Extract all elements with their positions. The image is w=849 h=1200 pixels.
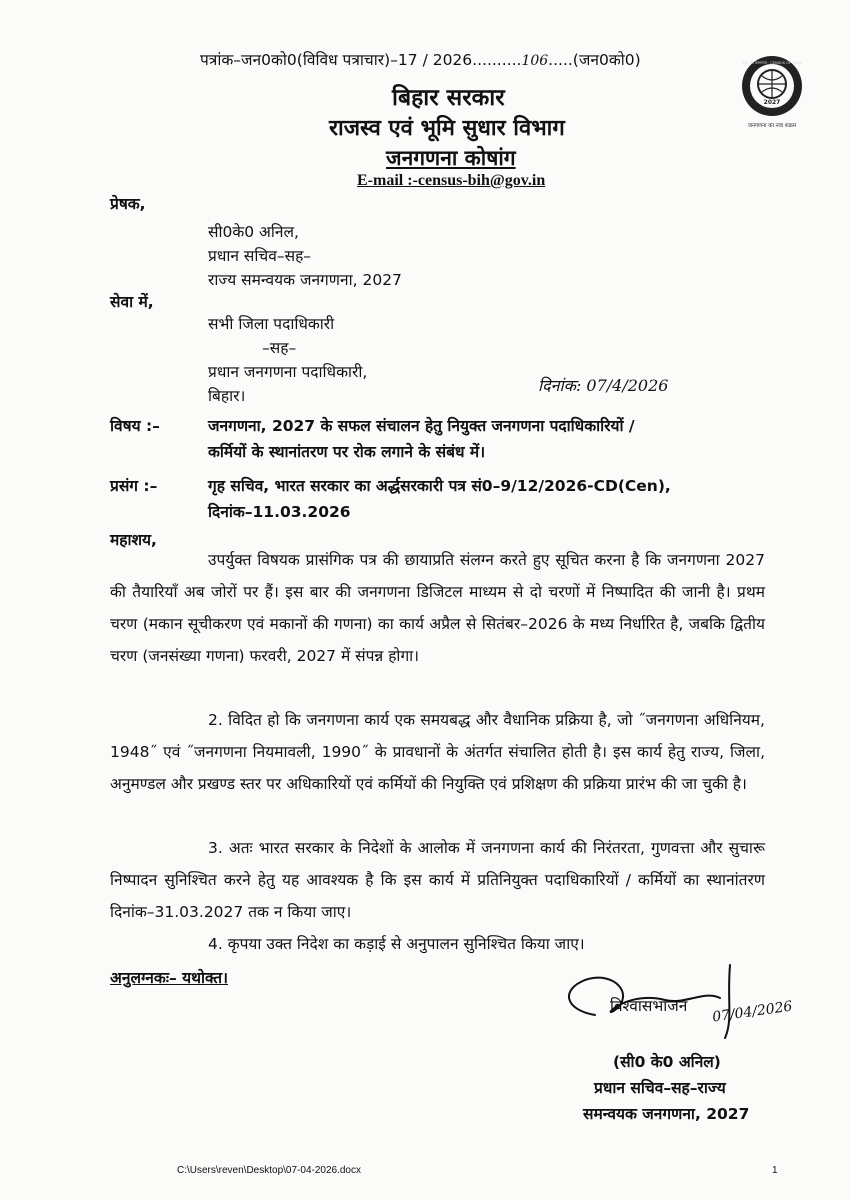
recipient-line-3: प्रधान जनगणना पदाधिकारी, — [208, 363, 368, 381]
reference-number-line — [200, 48, 641, 70]
enclosure-note: अनुलग्नकः– यथोक्त। — [110, 969, 229, 987]
ref-prefix: पत्रांक–जन0को0(विविध पत्राचार)–17 / 2026.......... — [200, 51, 522, 69]
file-path-footer: C:\Users\reven\Desktop\07-04-2026.docx — [177, 1165, 361, 1176]
logo-ring-text: भारत की जनगणना · CENSUS OF INDIA — [741, 61, 803, 65]
reference-label: प्रसंग :– — [110, 477, 158, 495]
logo-tagline: जनगणना का नवा शक्रम — [747, 123, 797, 129]
signatory-designation-1: प्रधान सचिव–सह–राज्य — [594, 1079, 726, 1097]
body-paragraph-4: 4. कृपया उक्त निदेश का कड़ाई से अनुपालन सुनिश्चित किया जाए। — [208, 935, 585, 953]
ref-handwritten-number: 106 — [521, 53, 549, 69]
signatory-name: (सी0 के0 अनिल) — [613, 1053, 721, 1071]
sender-name: सी0के0 अनिल, — [208, 223, 299, 241]
department-title: राजस्व एवं भूमि सुधार विभाग — [329, 116, 565, 141]
sender-designation-1: प्रधान सचिव–सह– — [208, 247, 312, 265]
ref-suffix: .....(जन0को0) — [548, 51, 641, 69]
logo-year: 2027 — [763, 99, 781, 106]
census-logo — [736, 52, 808, 132]
sender-designation-2: राज्य समन्वयक जनगणना, 2027 — [208, 271, 402, 289]
subject-line-2: कर्मियों के स्थानांतरण पर रोक लगाने के संबंध में। — [208, 443, 486, 461]
salutation: महाशय, — [110, 531, 157, 549]
body-paragraph-1: उपर्युक्त विषयक प्रासंगिक पत्र की छायाप्रति संलग्न करते हुए सूचित करना है कि जनगणना 2027 की तैयारियाँ अब जोरों पर हैं। इस बार की जनगणना डिजिटल माध्यम से दो चरणों में निष्पादित की जानी है। प्रथम चरण (मकान सूचीकरण एवं मकानों की गणना) का कार्य अप्रैल से सितंबर–2026 के मध्य निर्धारित है, जबकि द्वितीय चरण (जनसंख्या गणना) फरवरी, 2027 में संपन्न होगा। — [110, 551, 765, 665]
recipient-label: सेवा में, — [110, 293, 154, 311]
yours-faithfully: विश्वासभाजन — [610, 997, 688, 1015]
sender-label: प्रेषक, — [110, 195, 146, 213]
body-paragraph-2: 2. विदित हो कि जनगणना कार्य एक समयबद्ध और वैधानिक प्रक्रिया है, जो ˝जनगणना अधिनियम, 1948˝ एवं ˝जनगणना नियमावली, 1990˝ के प्रावधानों के अंतर्गत संचालित होती है। इस कार्य हेतु राज्य, जिला, अनुमण्डल और प्रखण्ड स्तर पर अधिकारियों एवं कर्मियों की नियुक्ति एवं प्रशिक्षण की प्रक्रिया प्रारंभ की जा चुकी है। — [110, 711, 765, 793]
recipient-line-2: –सह– — [262, 339, 297, 357]
signatory-designation-2: समन्वयक जनगणना, 2027 — [583, 1105, 750, 1123]
cell-title: जनगणना कोषांग — [386, 146, 516, 170]
body-paragraph-3: 3. अतः भारत सरकार के निदेशों के आलोक में जनगणना कार्य की निरंतरता, गुणवत्ता और सुचारू निष्पादन सुनिश्चित करने हेतु यह आवश्यक है कि इस कार्य में प्रतिनियुक्त पदाधिकारियों / कर्मियों का स्थानांतरण दिनांक–31.03.2027 तक न किया जाए। — [110, 839, 765, 921]
recipient-line-4: बिहार। — [208, 387, 246, 405]
page-number: 1 — [772, 1165, 778, 1176]
reference-line-2: दिनांक–11.03.2026 — [208, 503, 351, 521]
subject-line-1: जनगणना, 2027 के सफल संचालन हेतु नियुक्त जनगणना पदाधिकारियों / — [208, 417, 635, 435]
reference-line-1: गृह सचिव, भारत सरकार का अर्द्धसरकारी पत्र सं0–9/12/2026-CD(Cen), — [208, 477, 671, 495]
email-line: E-mail :-census-bih@gov.in — [357, 172, 546, 189]
recipient-line-1: सभी जिला पदाधिकारी — [208, 315, 335, 333]
subject-label: विषय :– — [110, 417, 160, 435]
handwritten-date: दिनांक: 07/4/2026 — [538, 376, 669, 395]
government-title: बिहार सरकार — [392, 85, 505, 111]
signature-date: 07/04/2026 — [711, 998, 794, 1026]
